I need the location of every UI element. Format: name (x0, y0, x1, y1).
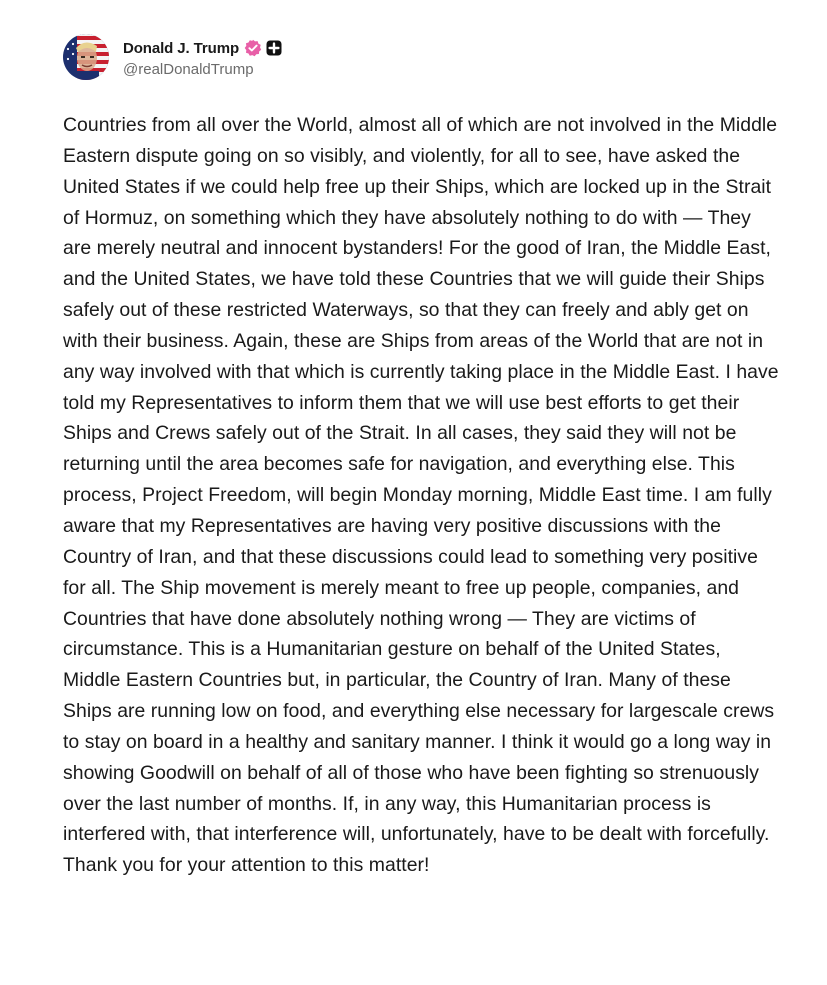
plus-badge-icon (266, 40, 282, 56)
display-name-row (123, 36, 282, 60)
author-names (123, 36, 282, 78)
author-handle[interactable]: @realDonaldTrump (123, 61, 254, 78)
post (63, 33, 779, 881)
avatar-flag-portrait (63, 34, 109, 80)
post-text: Countries from all over the World, almost all of which are not involved in the Middle Eastern dispute going on so visibly, and violently, for all to see, have asked the United States if we could help free up their Ships, which are locked up in the Strait of Hormuz, on something which they have absolutely nothing to do with — They are merely neutral and innocent bystanders! For the good of Iran, the Middle East, and the United States, we have told these Countries that we will guide their Ships safely out of these restricted Waterways, so that they can freely and ably get on with their business. Again, these are Ships from areas of the World that are not in any way involved with that which is currently taking place in the Middle East. I have told my Representatives to inform them that we will use best efforts to get their Ships and Crews safely out of the Strait. In all cases, they said they will not be returning until the area becomes safe for navigation, and everything else. This process, Project Freedom, will begin Monday morning, Middle East time. I am fully aware that my Representatives are having very positive discussions with the Country of Iran, and that these discussions could lead to something very positive for all. The Ship movement is merely meant to free up people, companies, and Countries that have done absolutely nothing wrong — They are victims of circumstance. This is a Humanitarian gesture on behalf of the United States, Middle Eastern Countries but, in particular, the Country of Iran. Many of these Ships are running low on food, and everything else necessary for largescale crews to stay on board in a healthy and sanitary manner. I think it would go a long way in showing Goodwill on behalf of all of those who have been fighting so strenuously over the last number of months. If, in any way, this Humanitarian process is interfered with, that interference will, unfortunately, have to be dealt with forcefully. Thank you for your attention to this matter! (63, 114, 779, 877)
avatar[interactable] (63, 34, 109, 80)
author-display-name[interactable]: Donald J. Trump (123, 39, 240, 57)
post-header (63, 33, 779, 81)
verified-badge-icon (244, 39, 262, 57)
